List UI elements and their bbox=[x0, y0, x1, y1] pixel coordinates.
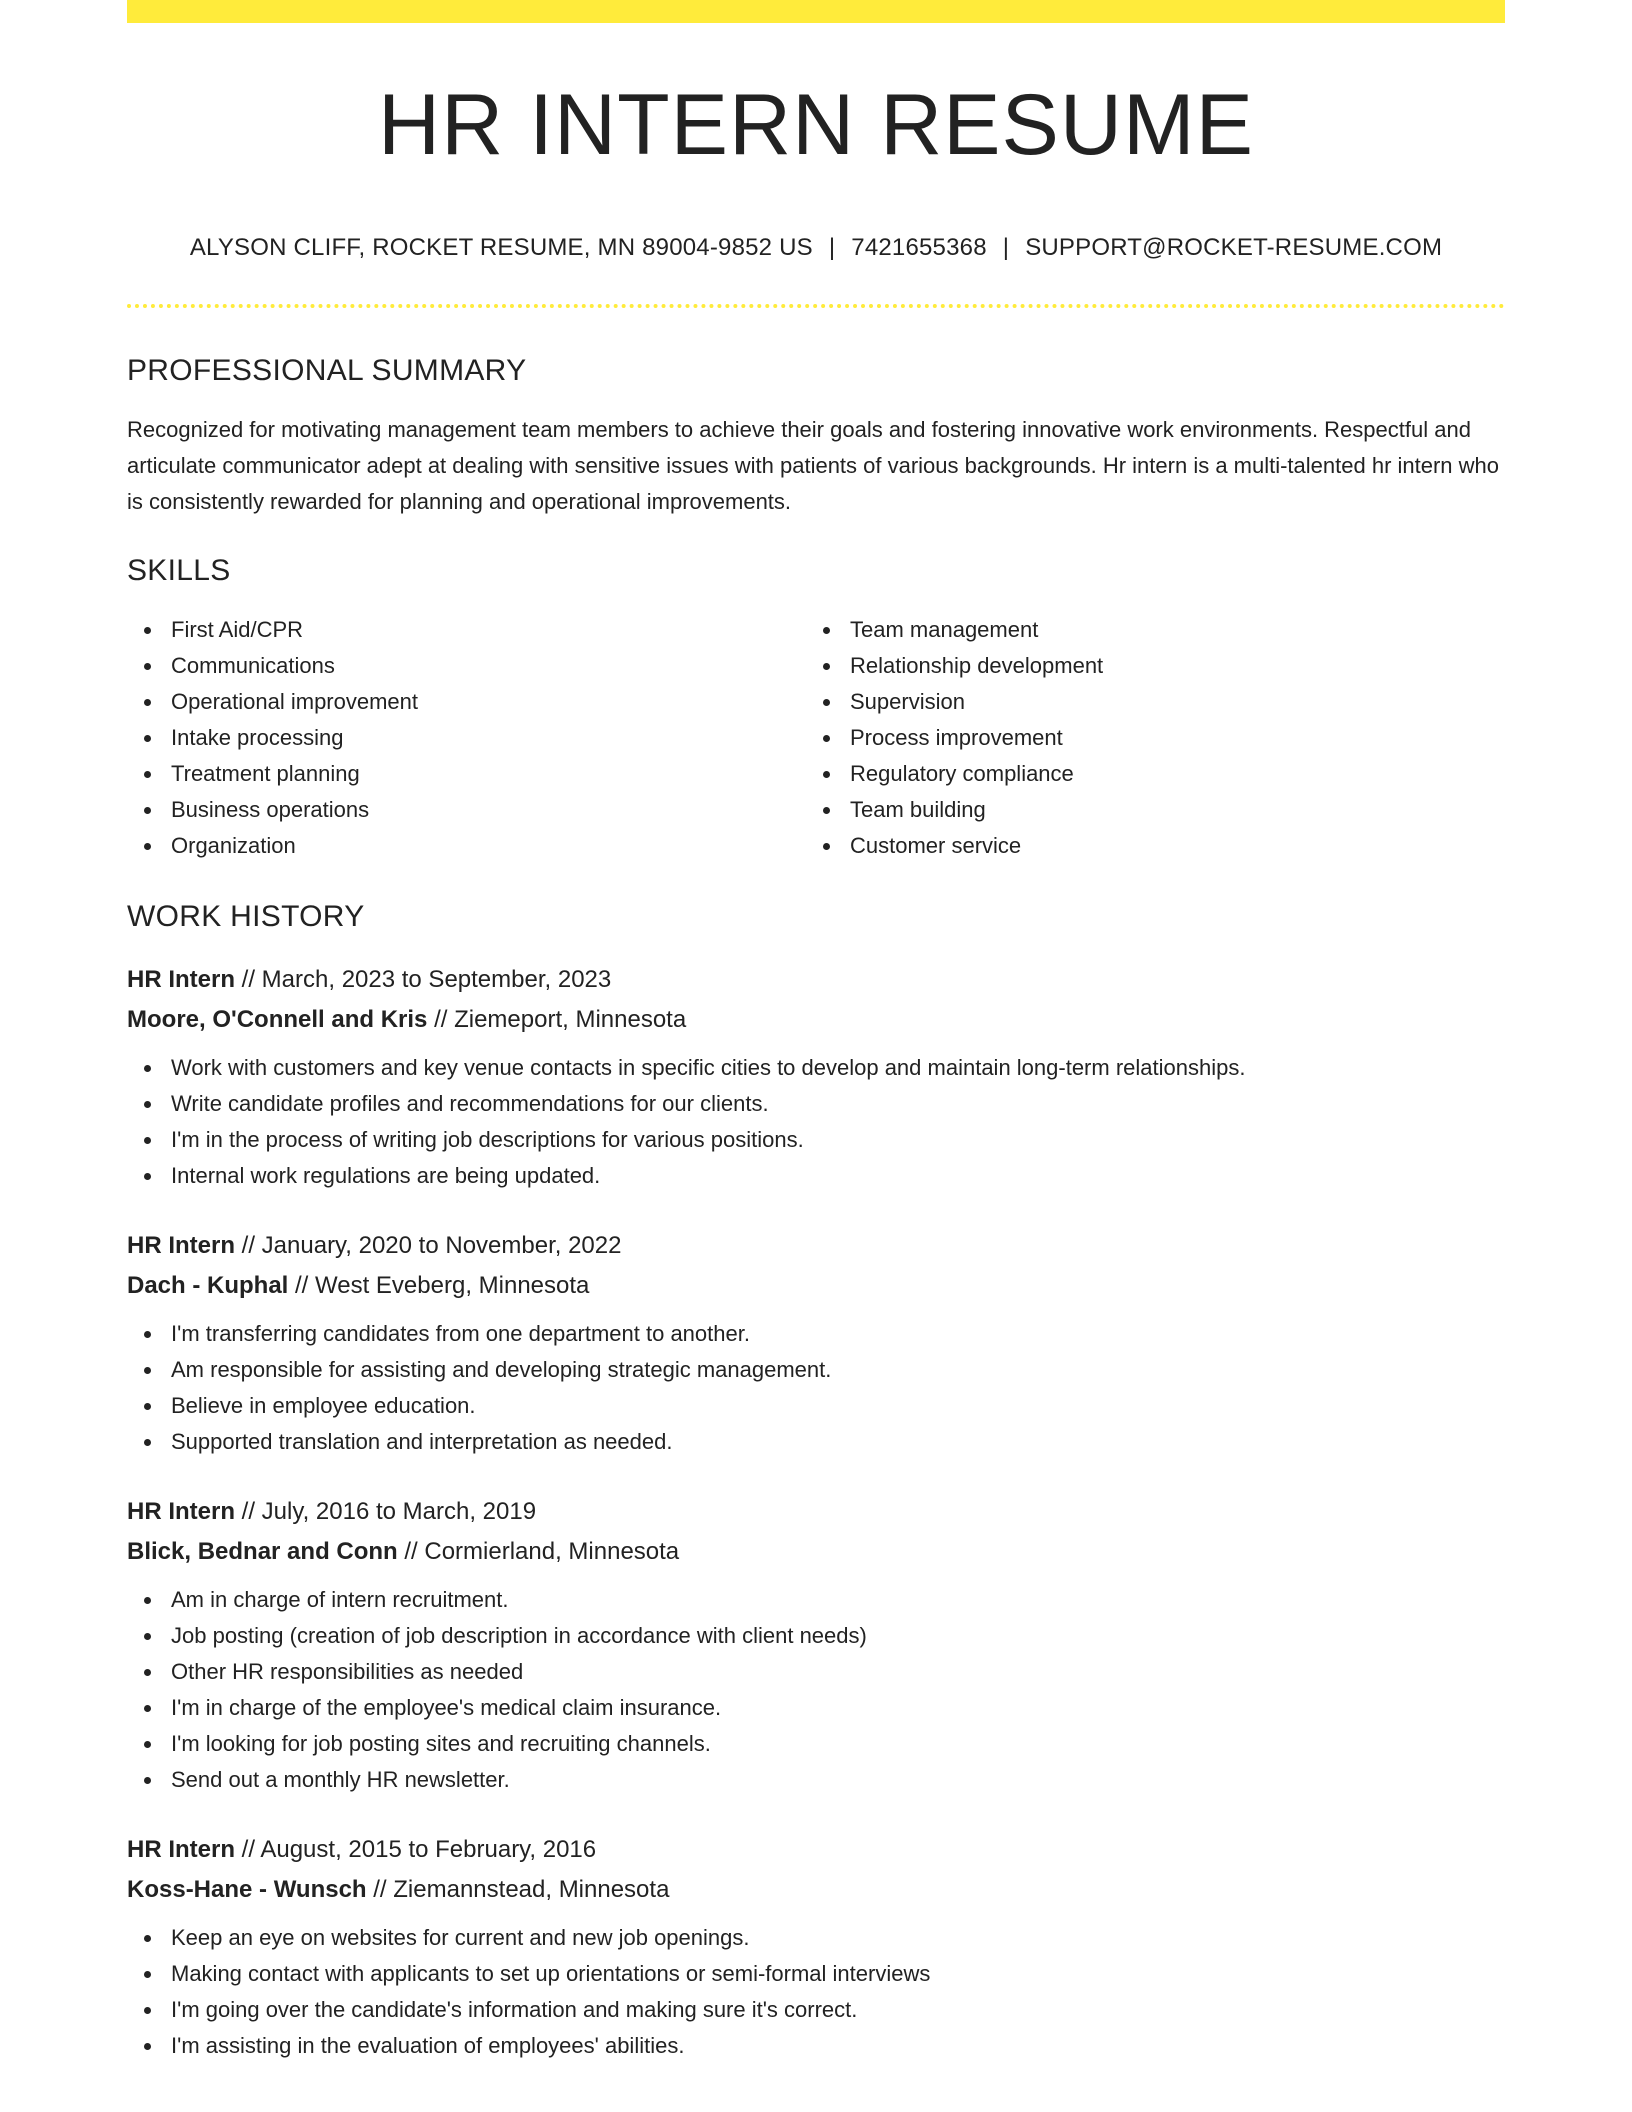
job-title-line bbox=[127, 1492, 1505, 1532]
skill-item: Treatment planning bbox=[127, 756, 806, 792]
job-bullet: Keep an eye on websites for current and new job openings. bbox=[127, 1920, 1505, 1956]
job-entry bbox=[127, 960, 1505, 1194]
contact-line bbox=[127, 236, 1505, 260]
job-company-line bbox=[127, 1266, 1505, 1306]
job-bullet: Other HR responsibilities as needed bbox=[127, 1654, 1505, 1690]
skill-item: Intake processing bbox=[127, 720, 806, 756]
resume-page bbox=[127, 0, 1505, 2064]
job-location: // West Eveberg, Minnesota bbox=[295, 1272, 590, 1299]
skill-item: Business operations bbox=[127, 792, 806, 828]
skill-item: Process improvement bbox=[806, 720, 1485, 756]
job-title-line bbox=[127, 1830, 1505, 1870]
job-dates: // July, 2016 to March, 2019 bbox=[241, 1498, 537, 1525]
job-location: // Cormierland, Minnesota bbox=[404, 1538, 680, 1565]
job-bullet: Job posting (creation of job description in accordance with client needs) bbox=[127, 1618, 1505, 1654]
job-bullet: I'm assisting in the evaluation of employees' abilities. bbox=[127, 2028, 1505, 2064]
contact-separator: | bbox=[1002, 234, 1010, 261]
resume-title: HR INTERN RESUME bbox=[377, 77, 1255, 173]
skill-item: Supervision bbox=[806, 684, 1485, 720]
job-company: Blick, Bednar and Conn bbox=[127, 1538, 398, 1565]
job-bullet: Work with customers and key venue contacts in specific cities to develop and maintain long-term relationships. bbox=[127, 1050, 1505, 1086]
job-bullets bbox=[127, 1920, 1505, 2064]
skill-item: Regulatory compliance bbox=[806, 756, 1485, 792]
job-bullets bbox=[127, 1582, 1505, 1798]
dotted-divider bbox=[127, 304, 1505, 308]
job-bullet: Am in charge of intern recruitment. bbox=[127, 1582, 1505, 1618]
job-dates: // January, 2020 to November, 2022 bbox=[241, 1232, 622, 1259]
job-entry bbox=[127, 1226, 1505, 1460]
job-bullet: Write candidate profiles and recommendations for our clients. bbox=[127, 1086, 1505, 1122]
job-title: HR Intern bbox=[127, 1836, 235, 1863]
accent-top-bar bbox=[127, 0, 1505, 23]
skill-item: Team management bbox=[806, 612, 1485, 648]
contact-separator: | bbox=[828, 234, 836, 261]
job-bullets bbox=[127, 1316, 1505, 1460]
job-title: HR Intern bbox=[127, 1498, 235, 1525]
job-title-line bbox=[127, 1226, 1505, 1266]
job-title-line bbox=[127, 960, 1505, 1000]
skill-item: Team building bbox=[806, 792, 1485, 828]
skill-item: Customer service bbox=[806, 828, 1485, 864]
work-history-section bbox=[127, 902, 1505, 2064]
job-company: Koss-Hane - Wunsch bbox=[127, 1876, 367, 1903]
summary-text: Recognized for motivating management team members to achieve their goals and fostering innovative work environments. Respectful and articulate communicator adept at dealing with sensitive issues with patients of various backgrounds. Hr intern is a multi-talented hr intern who is consistently rewarded for planning and operational improvements. bbox=[127, 417, 1500, 514]
job-bullet: Believe in employee education. bbox=[127, 1388, 1505, 1424]
job-bullet: I'm looking for job posting sites and recruiting channels. bbox=[127, 1726, 1505, 1762]
skills-heading: SKILLS bbox=[127, 554, 231, 587]
job-bullet: I'm going over the candidate's information and making sure it's correct. bbox=[127, 1992, 1505, 2028]
job-bullet: Making contact with applicants to set up orientations or semi-formal interviews bbox=[127, 1956, 1505, 1992]
job-company-line bbox=[127, 1870, 1505, 1910]
skill-item: Organization bbox=[127, 828, 806, 864]
job-bullet: Internal work regulations are being updated. bbox=[127, 1158, 1505, 1194]
job-bullets bbox=[127, 1050, 1505, 1194]
contact-email: SUPPORT@ROCKET-RESUME.COM bbox=[1025, 234, 1443, 261]
job-title: HR Intern bbox=[127, 1232, 235, 1259]
job-company-line bbox=[127, 1000, 1505, 1040]
job-bullet: Am responsible for assisting and developing strategic management. bbox=[127, 1352, 1505, 1388]
job-dates: // August, 2015 to February, 2016 bbox=[241, 1836, 597, 1863]
job-location: // Ziemeport, Minnesota bbox=[434, 1006, 687, 1033]
skill-item: First Aid/CPR bbox=[127, 612, 806, 648]
work-history-heading: WORK HISTORY bbox=[127, 900, 365, 933]
job-company: Dach - Kuphal bbox=[127, 1272, 289, 1299]
job-entry bbox=[127, 1492, 1505, 1798]
job-bullet: Send out a monthly HR newsletter. bbox=[127, 1762, 1505, 1798]
skills-columns bbox=[127, 612, 1505, 864]
skill-item: Operational improvement bbox=[127, 684, 806, 720]
job-company-line bbox=[127, 1532, 1505, 1572]
job-dates: // March, 2023 to September, 2023 bbox=[241, 966, 612, 993]
contact-phone: 7421655368 bbox=[851, 234, 987, 261]
job-bullet: I'm in charge of the employee's medical claim insurance. bbox=[127, 1690, 1505, 1726]
skills-left-list bbox=[127, 612, 806, 864]
skills-section bbox=[127, 556, 1505, 864]
skill-item: Relationship development bbox=[806, 648, 1485, 684]
skills-right-list bbox=[806, 612, 1485, 864]
job-bullet: I'm in the process of writing job descriptions for various positions. bbox=[127, 1122, 1505, 1158]
summary-heading: PROFESSIONAL SUMMARY bbox=[127, 354, 527, 387]
job-bullet: I'm transferring candidates from one department to another. bbox=[127, 1316, 1505, 1352]
contact-address: ALYSON CLIFF, ROCKET RESUME, MN 89004-9852 US bbox=[189, 234, 813, 261]
job-location: // Ziemannstead, Minnesota bbox=[373, 1876, 670, 1903]
skill-item: Communications bbox=[127, 648, 806, 684]
job-entry bbox=[127, 1830, 1505, 2064]
job-company: Moore, O'Connell and Kris bbox=[127, 1006, 428, 1033]
job-title: HR Intern bbox=[127, 966, 235, 993]
job-bullet: Supported translation and interpretation as needed. bbox=[127, 1424, 1505, 1460]
summary-section bbox=[127, 356, 1505, 520]
